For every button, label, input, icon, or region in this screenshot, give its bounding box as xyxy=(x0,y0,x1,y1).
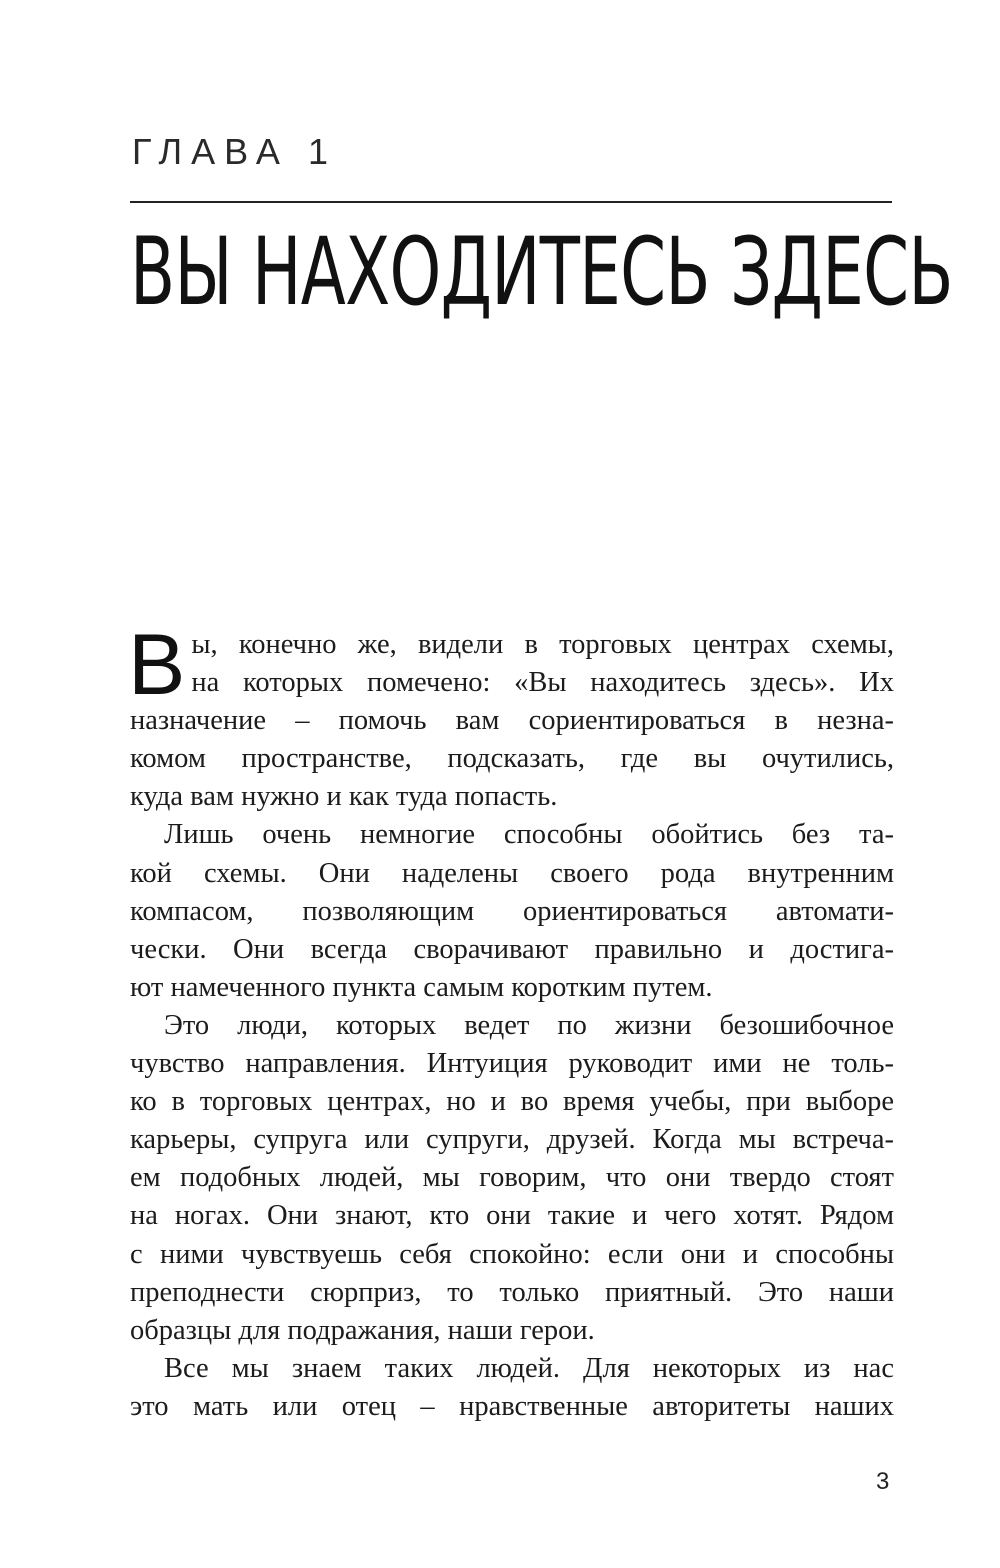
text-line: Это люди, которых ведет по жизни безошибочное xyxy=(164,1009,894,1041)
text-line: с ними чувствуешь себя спокойно: если они и способны xyxy=(130,1238,894,1270)
text-line: ют намеченного пункта самым коротким путем. xyxy=(130,971,713,1003)
paragraph-3 xyxy=(130,1007,894,1350)
paragraph-2 xyxy=(130,816,894,1006)
text-line: куда вам нужно и как туда попасть. xyxy=(130,781,558,813)
text-line: Все мы знаем таких людей. Для некоторых из нас xyxy=(164,1352,894,1384)
text-line: это мать или отец – нравственные авторитеты наших xyxy=(130,1390,894,1422)
text-line: назначение – помочь вам сориентироваться в незна- xyxy=(130,705,894,737)
dropcap-letter: В xyxy=(128,617,186,713)
paragraph-4 xyxy=(130,1350,894,1426)
text-line: компасом, позволяющим ориентироваться автомати- xyxy=(130,895,894,927)
text-line: ы, конечно же, видели в торговых центрах схемы, xyxy=(191,629,894,660)
chapter-title: ВЫ НАХОДИТЕСЬ ЗДЕСЬ xyxy=(130,218,953,327)
text-line: чувство направления. Интуиция руководит ими не толь- xyxy=(130,1048,894,1080)
text-line: преподнести сюрприз, то только приятный. Это наши xyxy=(130,1276,894,1308)
text-line: на ногах. Они знают, кто они такие и чего хотят. Рядом xyxy=(130,1200,894,1232)
text-line: чески. Они всегда сворачивают правильно и достига- xyxy=(130,933,894,965)
page-number: 3 xyxy=(876,1468,890,1495)
text-line: комом пространстве, подсказать, где вы очутились, xyxy=(130,743,894,775)
text-line: ем подобных людей, мы говорим, что они твердо стоят xyxy=(130,1162,894,1194)
body-text xyxy=(128,617,894,1426)
chapter-divider xyxy=(130,201,892,203)
text-line: образцы для подражания, наши герои. xyxy=(130,1314,595,1346)
text-line: кой схемы. Они наделены своего рода внутренним xyxy=(130,857,894,889)
chapter-label: ГЛАВА 1 xyxy=(132,131,337,172)
paragraph-1 xyxy=(128,617,894,816)
text-line: Лишь очень немногие способны обойтись без та- xyxy=(164,819,894,851)
text-line: на которых помечено: «Вы находитесь здесь». Их xyxy=(191,667,894,699)
text-line: ко в торговых центрах, но и во время учебы, при выборе xyxy=(130,1086,894,1118)
text-line: карьеры, супруга или супруги, друзей. Когда мы встреча- xyxy=(130,1124,894,1156)
